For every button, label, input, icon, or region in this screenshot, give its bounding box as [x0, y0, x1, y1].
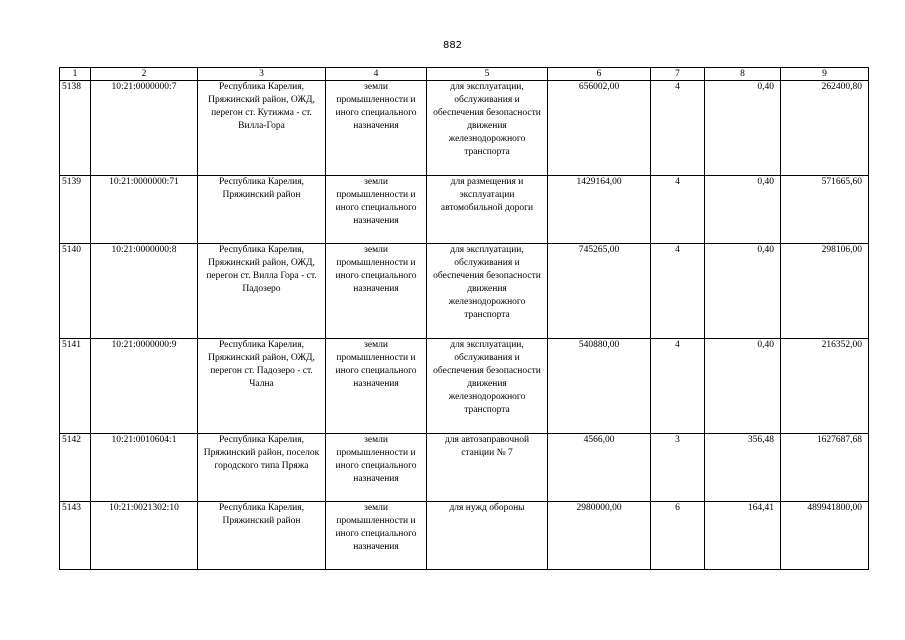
table-row: [60, 502, 869, 570]
land-category: земли промышленности и иного специального назначения: [326, 502, 427, 570]
address: Республика Карелия, Пряжинский район, ОЖД, перегон ст. Кутижма - ст. Вилла-Гора: [198, 81, 326, 176]
column-header-2: 2: [91, 68, 198, 81]
address: Республика Карелия, Пряжинский район, ОЖД, перегон ст. Вилла Гора - ст. Падозеро: [198, 244, 326, 339]
land-category: земли промышленности и иного специального назначения: [326, 339, 427, 434]
group: 4: [651, 339, 705, 434]
table-row: [60, 244, 869, 339]
table-row: [60, 176, 869, 244]
column-header-3: 3: [198, 68, 326, 81]
column-header-7: 7: [651, 68, 705, 81]
rate: 356,48: [705, 434, 781, 502]
row-id: 5140: [60, 244, 91, 339]
rate: 0,40: [705, 176, 781, 244]
address: Республика Карелия, Пряжинский район: [198, 176, 326, 244]
land-category: земли промышленности и иного специального назначения: [326, 176, 427, 244]
table-header: [60, 68, 869, 81]
land-category: земли промышленности и иного специального назначения: [326, 81, 427, 176]
area: 2980000,00: [548, 502, 651, 570]
cadastral-number: 10:21:0000000:9: [91, 339, 198, 434]
address: Республика Карелия, Пряжинский район: [198, 502, 326, 570]
column-header-4: 4: [326, 68, 427, 81]
rate: 0,40: [705, 81, 781, 176]
column-header-9: 9: [781, 68, 869, 81]
row-id: 5143: [60, 502, 91, 570]
cadastral-number: 10:21:0000000:71: [91, 176, 198, 244]
land-category: земли промышленности и иного специального назначения: [326, 434, 427, 502]
address: Республика Карелия, Пряжинский район, поселок городского типа Пряжа: [198, 434, 326, 502]
row-id: 5138: [60, 81, 91, 176]
page-number: 882: [442, 40, 463, 51]
group: 3: [651, 434, 705, 502]
rate: 0,40: [705, 244, 781, 339]
table-row: [60, 434, 869, 502]
row-id: 5139: [60, 176, 91, 244]
cadastral-value: 489941800,00: [781, 502, 869, 570]
group: 6: [651, 502, 705, 570]
land-category: земли промышленности и иного специального назначения: [326, 244, 427, 339]
table-body: [60, 81, 869, 570]
cadastral-value: 262400,80: [781, 81, 869, 176]
area: 540880,00: [548, 339, 651, 434]
area: 656002,00: [548, 81, 651, 176]
permitted-use: для эксплуатации, обслуживания и обеспечения безопасности движения железнодорожного транспорта: [427, 244, 548, 339]
cadastral-number: 10:21:0000000:7: [91, 81, 198, 176]
column-header-5: 5: [427, 68, 548, 81]
cadastral-value: 298106,00: [781, 244, 869, 339]
group: 4: [651, 244, 705, 339]
permitted-use: для нужд обороны: [427, 502, 548, 570]
cadastral-value: 571665,60: [781, 176, 869, 244]
cadastral-number: 10:21:0021302:10: [91, 502, 198, 570]
table-row: [60, 339, 869, 434]
rate: 164,41: [705, 502, 781, 570]
cadastral-number: 10:21:0000000:8: [91, 244, 198, 339]
column-header-6: 6: [548, 68, 651, 81]
column-header-1: 1: [60, 68, 91, 81]
column-header-8: 8: [705, 68, 781, 81]
group: 4: [651, 81, 705, 176]
area: 4566,00: [548, 434, 651, 502]
permitted-use: для эксплуатации, обслуживания и обеспечения безопасности движения железнодорожного транспорта: [427, 81, 548, 176]
cadastral-number: 10:21:0010604:1: [91, 434, 198, 502]
row-id: 5142: [60, 434, 91, 502]
cadastral-value: 1627687,68: [781, 434, 869, 502]
header-row: [60, 68, 869, 81]
area: 745265,00: [548, 244, 651, 339]
group: 4: [651, 176, 705, 244]
rate: 0,40: [705, 339, 781, 434]
permitted-use: для автозаправочной станции № 7: [427, 434, 548, 502]
permitted-use: для эксплуатации, обслуживания и обеспечения безопасности движения железнодорожного транспорта: [427, 339, 548, 434]
cadastral-value: 216352,00: [781, 339, 869, 434]
address: Республика Карелия, Пряжинский район, ОЖД, перегон ст. Падозеро - ст. Чална: [198, 339, 326, 434]
land-registry-table: [59, 67, 869, 570]
table-row: [60, 81, 869, 176]
row-id: 5141: [60, 339, 91, 434]
area: 1429164,00: [548, 176, 651, 244]
permitted-use: для размещения и эксплуатации автомобильной дороги: [427, 176, 548, 244]
